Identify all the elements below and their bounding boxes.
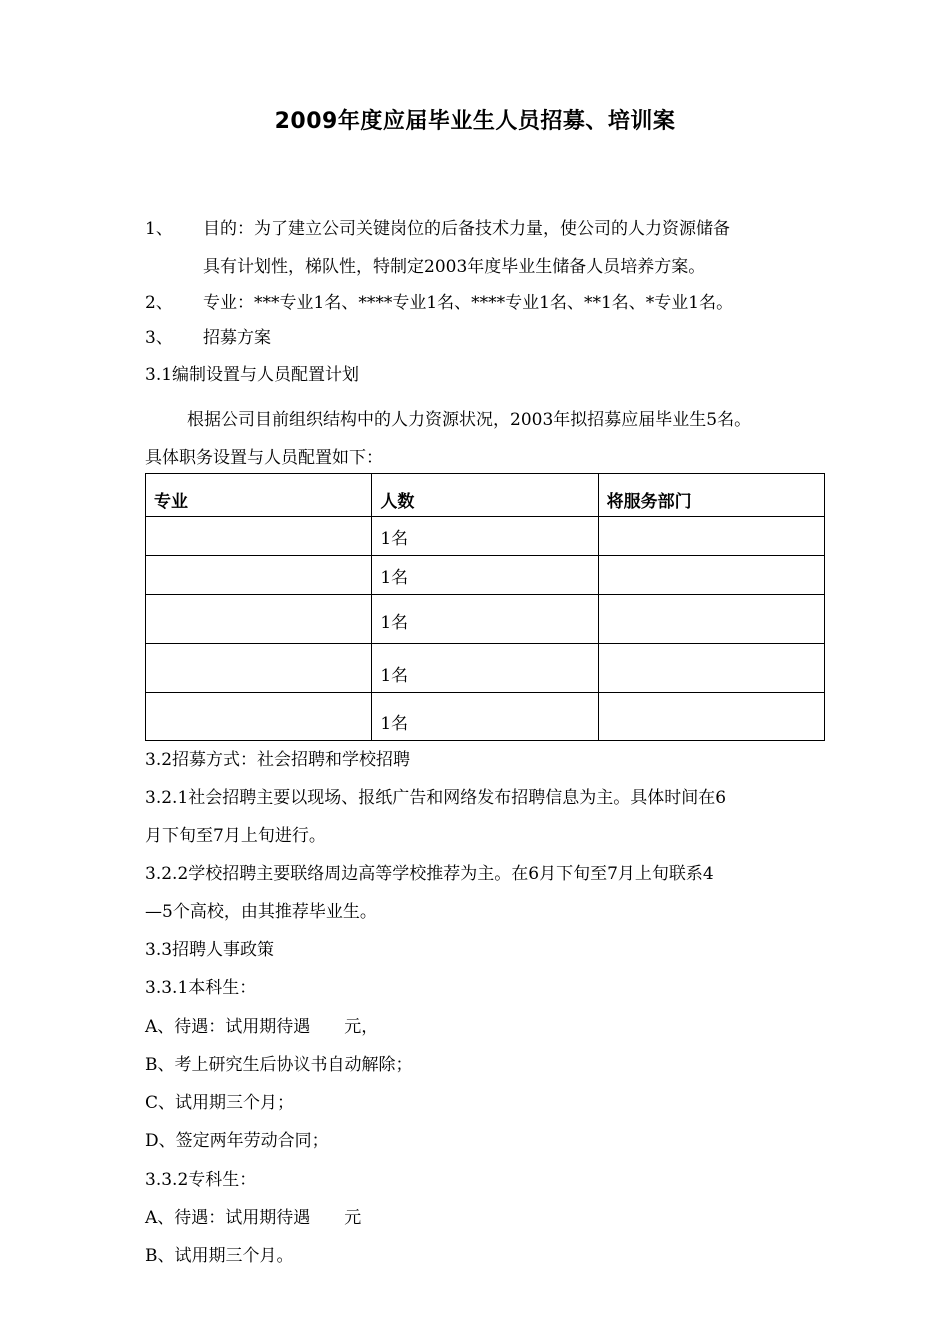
body-line: —5个高校，由其推荐毕业生。	[145, 902, 377, 922]
column-header: 专业	[146, 474, 372, 517]
paragraph: 具体职务设置与人员配置如下：	[145, 448, 383, 468]
item-text: 招募方案	[203, 328, 271, 348]
table-row	[146, 595, 825, 644]
item-number: 3、	[145, 328, 173, 348]
body-line: A、待遇：试用期待遇 元	[145, 1208, 362, 1228]
table-cell	[146, 595, 372, 644]
body-line: B、考上研究生后协议书自动解除；	[145, 1055, 413, 1075]
body-line: 3.2.2学校招聘主要联络周边高等学校推荐为主。在6月下旬至7月上旬联系4	[145, 864, 714, 884]
body-line: 3.3招聘人事政策	[145, 940, 275, 960]
item-text: 具有计划性，梯队性，特制定2003年度毕业生储备人员培养方案。	[203, 257, 706, 277]
table-cell: 1名	[372, 644, 598, 693]
body-line: 月下旬至7月上旬进行。	[145, 826, 326, 846]
body-line: C、试用期三个月；	[145, 1093, 295, 1113]
table-row	[146, 556, 825, 595]
body-line: 3.3.1本科生：	[145, 978, 257, 998]
table-cell: 1名	[372, 693, 598, 741]
item-number: 2、	[145, 293, 173, 313]
table-cell	[598, 517, 824, 556]
document-title: 2009年度应届毕业生人员招募、培训案	[274, 109, 676, 134]
table-header-row	[146, 474, 825, 517]
column-header: 将服务部门	[598, 474, 824, 517]
paragraph: 根据公司目前组织结构中的人力资源状况，2003年拟招募应届毕业生5名。	[187, 410, 752, 430]
column-header: 人数	[372, 474, 598, 517]
section-heading: 3.1编制设置与人员配置计划	[145, 365, 360, 385]
item-text: 目的：为了建立公司关键岗位的后备技术力量，使公司的人力资源储备	[203, 219, 730, 239]
table-row	[146, 644, 825, 693]
body-line: 3.2.1社会招聘主要以现场、报纸广告和网络发布招聘信息为主。具体时间在6	[145, 788, 727, 808]
item-number: 1、	[145, 219, 173, 239]
table-cell	[598, 556, 824, 595]
body-line: 3.3.2专科生：	[145, 1170, 257, 1190]
table-cell	[598, 644, 824, 693]
table-cell	[146, 556, 372, 595]
body-line: B、试用期三个月。	[145, 1246, 294, 1266]
body-line: 3.2招募方式：社会招聘和学校招聘	[145, 750, 411, 770]
table-cell	[598, 595, 824, 644]
table-cell	[598, 693, 824, 741]
body-line: D、签定两年劳动合同；	[145, 1131, 329, 1151]
table-cell	[146, 644, 372, 693]
table-row	[146, 693, 825, 741]
table-row	[146, 517, 825, 556]
table-cell	[146, 693, 372, 741]
table-cell	[146, 517, 372, 556]
table-cell: 1名	[372, 517, 598, 556]
item-text: 专业：***专业1名、****专业1名、****专业1名、**1名、*专业1名。	[203, 293, 734, 313]
table-cell: 1名	[372, 595, 598, 644]
body-line: A、待遇：试用期待遇 元，	[145, 1017, 379, 1037]
table-cell: 1名	[372, 556, 598, 595]
staffing-table	[145, 473, 825, 741]
